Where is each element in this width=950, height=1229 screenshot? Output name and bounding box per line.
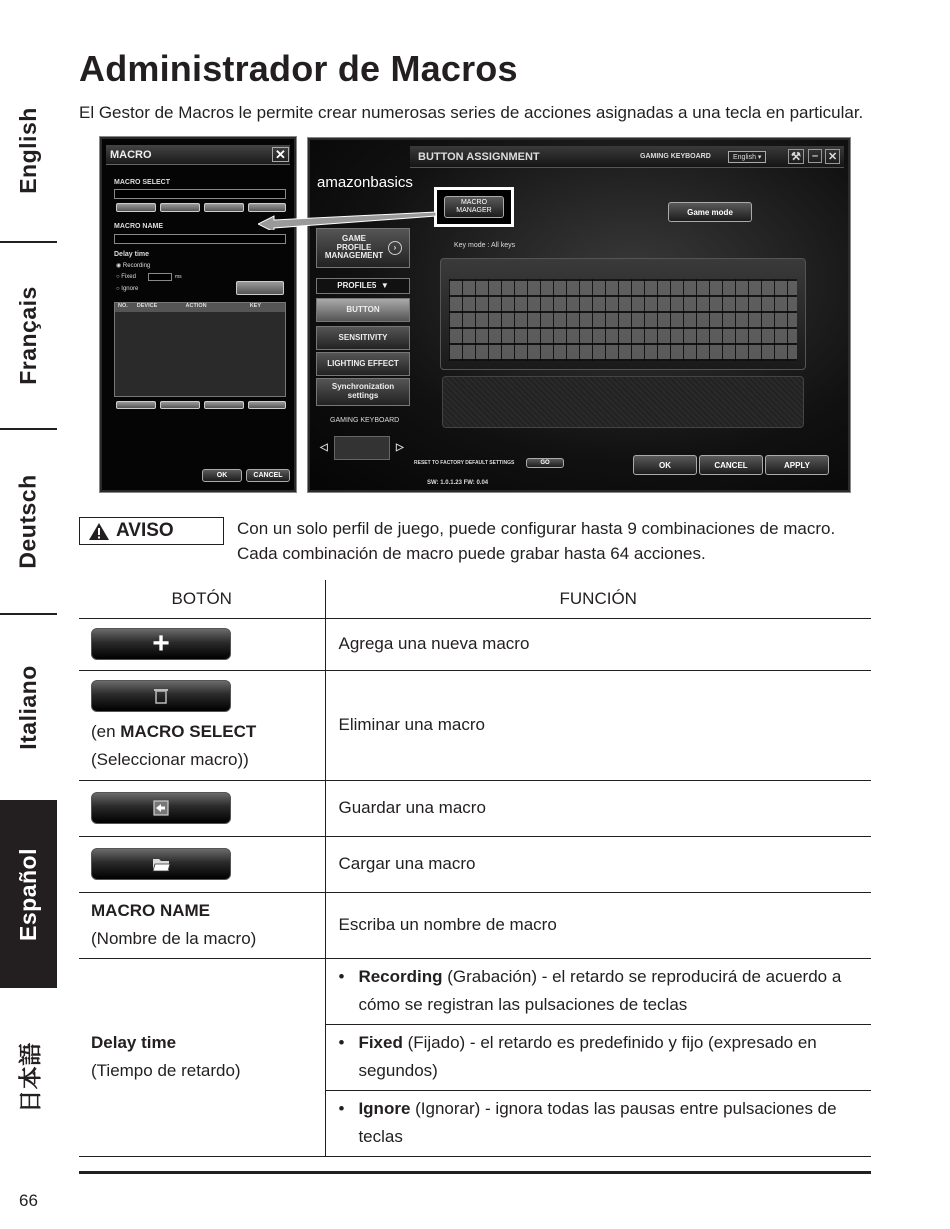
warning-text: Con un solo perfil de juego, puede configurar hasta 9 combinaciones de macro. Cada combinación de macro puede grabar hasta 64 acciones. <box>237 519 836 563</box>
delete-macro-mini-button[interactable] <box>160 203 200 212</box>
wrist-rest <box>442 376 804 428</box>
lang-tab-deutsch[interactable] <box>0 430 57 613</box>
save-macro-mini-button[interactable] <box>204 203 244 212</box>
col-header: DEVICE <box>136 303 158 309</box>
menu-button[interactable]: BUTTON <box>316 298 410 322</box>
key-mode-label: Key mode : All keys <box>454 242 516 249</box>
close-icon[interactable]: ✕ <box>272 147 289 162</box>
table-row <box>79 958 871 1024</box>
button-cell <box>79 780 325 836</box>
lang-tab-japanese[interactable] <box>0 990 57 1165</box>
delay-time-term: Delay time <box>91 1033 177 1052</box>
lang-label: Italiano <box>15 665 42 750</box>
macro-select-translation: (Seleccionar macro)) <box>91 750 249 769</box>
macro-window-screenshot <box>100 137 296 492</box>
plus-icon: + <box>152 627 170 660</box>
delay-time-label: Delay time <box>114 251 150 258</box>
delay-time-translation: (Tiempo de retardo) <box>91 1061 241 1080</box>
list-item <box>339 963 860 1019</box>
function-table <box>79 580 871 1157</box>
macro-ok-button[interactable]: OK <box>202 469 242 482</box>
page-title: Administrador de Macros <box>79 48 518 89</box>
warning-badge <box>79 517 224 545</box>
lang-label: Español <box>15 847 41 941</box>
table-row <box>79 892 871 958</box>
button-cell <box>79 670 325 780</box>
keyboard-keys <box>449 279 797 361</box>
table-row <box>79 670 871 780</box>
chevron-right-icon: › <box>388 241 402 255</box>
gaming-keyboard-label: GAMING KEYBOARD <box>330 417 400 424</box>
keyboard-thumbnail <box>334 436 390 460</box>
function-cell: Escriba un nombre de macro <box>325 892 871 958</box>
intro-text: El Gestor de Macros le permite crear numerosas series de acciones asignadas a una tecla en particular. <box>79 103 864 122</box>
macro-select-dropdown[interactable] <box>114 189 286 199</box>
radio-ignore[interactable]: ○ Ignore <box>116 286 139 292</box>
add-macro-button <box>91 628 231 660</box>
reset-go-button[interactable]: GO <box>526 458 564 468</box>
bullet-icon: • <box>338 1033 345 1052</box>
warning-label: AVISO <box>116 520 174 541</box>
radio-recording[interactable]: ◉ Recording <box>116 263 151 269</box>
side-btn-label: GAME PROFILE MANAGEMENT <box>324 233 384 261</box>
chevron-left-icon[interactable]: ◁ <box>320 442 328 453</box>
option-description: (Grabación) - el retardo se reproducirá de acuerdo a cómo se registran las pulsaciones de teclas <box>358 967 842 1014</box>
insert-event-button[interactable] <box>248 401 286 409</box>
table-row <box>79 780 871 836</box>
table-header-row <box>79 580 871 618</box>
delete-event-button[interactable] <box>204 401 244 409</box>
macro-select-label: MACRO SELECT <box>114 179 170 186</box>
fixed-unit: ms <box>175 274 182 280</box>
minimize-icon[interactable]: – <box>808 149 822 163</box>
page-number: 66 <box>19 1191 38 1210</box>
macro-name-input[interactable] <box>114 234 286 244</box>
list-item <box>339 1029 860 1085</box>
lang-label: Deutsch <box>15 474 41 569</box>
column-header: FUNCIÓN <box>325 580 871 618</box>
lang-tab-italiano[interactable] <box>0 615 57 800</box>
function-cell <box>325 1024 871 1090</box>
profile-select[interactable]: PROFILE5 ▼ <box>316 278 410 294</box>
column-header: BOTÓN <box>79 580 325 618</box>
ok-button[interactable]: OK <box>633 455 697 475</box>
list-item <box>339 1095 860 1151</box>
menu-lighting-effect[interactable]: LIGHTING EFFECT <box>316 352 410 376</box>
reset-label: RESET TO FACTORY DEFAULT SETTINGS <box>414 460 515 466</box>
assign-window-title: BUTTON ASSIGNMENT <box>418 151 540 163</box>
option-label: Recording <box>122 263 151 269</box>
load-macro-button <box>91 848 231 880</box>
radio-fixed[interactable]: ○ Fixed <box>116 274 136 280</box>
game-profile-management-button[interactable] <box>316 228 410 268</box>
macro-name-term: MACRO NAME <box>91 901 210 920</box>
record-button[interactable] <box>236 281 284 295</box>
function-cell: Eliminar una macro <box>325 670 871 780</box>
option-term: Recording <box>358 967 443 986</box>
trash-icon <box>151 687 171 705</box>
button-cell <box>79 958 325 1156</box>
col-header: KEY <box>249 303 262 309</box>
macro-event-list[interactable] <box>114 302 286 397</box>
bullet-icon: • <box>338 967 345 986</box>
delete-note-prefix: (en <box>91 722 121 741</box>
macro-name-translation: (Nombre de la macro) <box>91 929 257 948</box>
lang-label: Français <box>15 286 42 385</box>
function-cell: Cargar una macro <box>325 836 871 892</box>
function-cell: Guardar una macro <box>325 780 871 836</box>
lang-label: 日本語 <box>18 1042 44 1113</box>
option-term: Fixed <box>358 1033 403 1052</box>
function-cell <box>325 958 871 1024</box>
lang-tab-espanol[interactable] <box>0 800 57 988</box>
keyboard-image <box>440 258 806 370</box>
option-description: (Fijado) - el retardo es predefinido y fijo (expresado en segundos) <box>358 1033 817 1080</box>
table-row <box>79 836 871 892</box>
table-row <box>79 618 871 670</box>
language-value: English <box>733 154 756 161</box>
delete-macro-button <box>91 680 231 712</box>
macro-window-title: MACRO <box>110 149 152 161</box>
game-mode-button[interactable]: Game mode <box>668 202 752 222</box>
macro-name-label: MACRO NAME <box>114 223 163 230</box>
button-cell <box>79 892 325 958</box>
move-up-button[interactable] <box>116 401 156 409</box>
lang-tab-english[interactable] <box>0 60 57 240</box>
apply-button[interactable]: APPLY <box>765 455 829 475</box>
close-icon[interactable]: ✕ <box>825 149 840 164</box>
add-macro-mini-button[interactable] <box>116 203 156 212</box>
macro-cancel-button[interactable]: CANCEL <box>246 469 290 482</box>
profile-value: PROFILE5 <box>337 280 377 290</box>
chevron-right-icon[interactable]: ▷ <box>396 442 404 453</box>
col-header: NO. <box>118 303 128 309</box>
option-label: Fixed <box>121 274 136 280</box>
macro-select-term: MACRO SELECT <box>120 722 257 741</box>
move-down-button[interactable] <box>160 401 200 409</box>
macro-manager-highlight <box>434 187 514 227</box>
option-term: Ignore <box>358 1099 411 1118</box>
version-label: SW: 1.0.1.23 FW: 0.04 <box>427 480 489 486</box>
function-cell: Agrega una nueva macro <box>325 618 871 670</box>
button-cell <box>79 618 325 670</box>
warning-icon <box>88 522 110 541</box>
cancel-button[interactable]: CANCEL <box>699 455 763 475</box>
macro-manager-button[interactable]: MACRO MANAGER <box>444 196 504 218</box>
fixed-delay-input[interactable] <box>148 273 172 281</box>
pointer-arrow-icon <box>258 206 438 230</box>
menu-synchronization[interactable]: Synchronization settings <box>316 378 410 406</box>
lang-label: English <box>15 106 41 194</box>
button-assignment-screenshot <box>308 138 850 492</box>
folder-icon <box>151 855 171 873</box>
device-label: GAMING KEYBOARD <box>640 153 711 160</box>
brand-logo: amazonbasics <box>317 174 413 191</box>
save-macro-button <box>91 792 231 824</box>
lang-tab-francais[interactable] <box>0 243 57 428</box>
option-description: (Ignorar) - ignora todas las pausas entre pulsaciones de teclas <box>358 1099 837 1146</box>
settings-icon[interactable]: ⚒ <box>788 149 804 164</box>
save-icon <box>151 799 171 817</box>
menu-sensitivity[interactable]: SENSITIVITY <box>316 326 410 350</box>
button-cell <box>79 836 325 892</box>
option-label: Ignore <box>121 286 139 292</box>
bottom-rule <box>79 1171 871 1174</box>
bullet-icon: • <box>338 1099 345 1118</box>
function-cell <box>325 1090 871 1156</box>
col-header: ACTION <box>185 303 207 309</box>
language-select[interactable]: English ▾ <box>728 151 766 163</box>
